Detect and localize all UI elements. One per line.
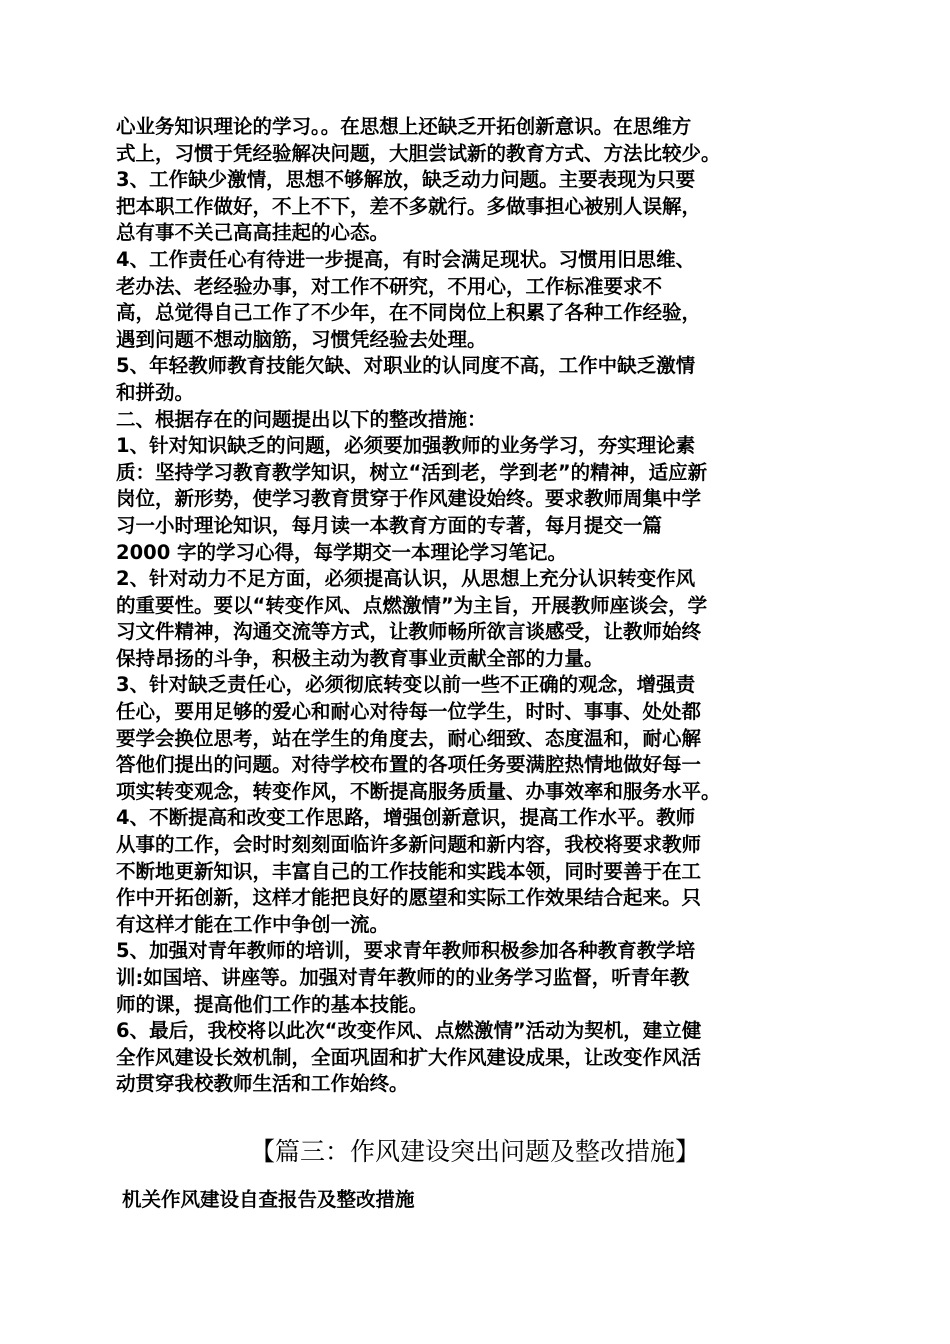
text-line: 岗位，新形势，使学习教育贯穿于作风建设始终。要求教师周集中学: [116, 487, 702, 511]
text-line: 老办法、老经验办事，对工作不研究，不用心，工作标准要求不: [116, 274, 663, 298]
text-line: 师的课，提高他们工作的基本技能。: [116, 992, 429, 1016]
text-line: 的重要性。要以“转变作风、点燃激情”为主旨，开展教师座谈会，学: [116, 593, 708, 617]
text-line: 4、不断提高和改变工作思路，增强创新意识，提高工作水平。教师: [116, 806, 696, 830]
text-line: 总有事不关己高高挂起的心态。: [116, 221, 390, 245]
text-line: 3、工作缺少激情，思想不够解放，缺乏动力问题。主要表现为只要: [116, 168, 696, 192]
text-line: 心业务知识理论的学习。。在思想上还缺乏开拓创新意识。在思维方: [116, 115, 692, 138]
text-line: 3、针对缺乏责任心，必须彻底转变以前一些不正确的观念，增强责: [116, 673, 696, 697]
text-line: 动贯穿我校教师生活和工作始终。: [116, 1072, 409, 1096]
text-line: 4、工作责任心有待进一步提高，有时会满足现状。习惯用旧思维、: [116, 247, 696, 271]
text-line: 从事的工作，会时时刻刻面临许多新问题和新内容，我校将要求教师: [116, 833, 702, 857]
text-line: 有这样才能在工作中争创一流。: [116, 912, 390, 936]
text-line: 5、加强对青年教师的培训，要求青年教师积极参加各种教育教学培: [116, 939, 696, 963]
text-line: 保持昂扬的斗争，积极主动为教育事业贡献全部的力量。: [116, 646, 604, 670]
text-line: 和拼劲。: [116, 380, 195, 404]
text-line: 2、针对动力不足方面，必须提高认识，从思想上充分认识转变作风: [116, 567, 696, 591]
text-line: 任心，要用足够的爱心和耐心对待每一位学生，时时、事事、处处都: [116, 700, 702, 724]
sub-heading: 机关作风建设自查报告及整改措施: [122, 1188, 415, 1211]
text-line: 作中开拓创新，这样才能把良好的愿望和实际工作效果结合起来。只: [116, 886, 702, 910]
text-line: 二、根据存在的问题提出以下的整改措施：: [116, 407, 487, 431]
text-line: 答他们提出的问题。对待学校布置的各项任务要满腔热情地做好每一: [116, 753, 702, 777]
body-text: [116, 114, 848, 1098]
text-line: 全作风建设长效机制，全面巩固和扩大作风建设成果，让改变作风活: [116, 1045, 702, 1069]
text-line: 习一小时理论知识，每月读一本教育方面的专著，每月提交一篇: [116, 513, 663, 537]
text-line: 要学会换位思考，站在学生的角度去，耐心细致、态度温和，耐心解: [116, 726, 702, 750]
section-heading: 【篇三：作风建设突出问题及整改措施】: [249, 1137, 700, 1166]
text-line: 1、针对知识缺乏的问题，必须要加强教师的业务学习，夯实理论素: [116, 434, 696, 458]
text-line: 项实转变观念，转变作风，不断提高服务质量、办事效率和服务水平。: [116, 779, 721, 803]
text-line: 2000 字的学习心得，每学期交一本理论学习笔记。: [116, 540, 568, 564]
text-line: 高，总觉得自己工作了不少年，在不同岗位上积累了各种工作经验，: [116, 301, 702, 325]
text-line: 不断地更新知识，丰富自己的工作技能和实践本领，同时要善于在工: [116, 859, 702, 883]
text-line: 习文件精神，沟通交流等方式，让教师畅所欲言谈感受，让教师始终: [116, 620, 702, 644]
text-line: 6、最后，我校将以此次“改变作风、点燃激情”活动为契机，建立健: [116, 1019, 702, 1043]
text-line: 5、年轻教师教育技能欠缺、对职业的认同度不高，工作中缺乏激情: [116, 354, 696, 378]
text-line: 式上，习惯于凭经验解决问题，大胆尝试新的教育方式、方法比较少。: [116, 141, 721, 165]
text-line: 训:如国培、讲座等。加强对青年教师的的业务学习监督，听青年教: [116, 966, 690, 989]
text-line: 把本职工作做好，不上不下，差不多就行。多做事担心被别人误解，: [116, 194, 702, 218]
text-line: 质：坚持学习教育教学知识，树立“活到老，学到老”的精神，适应新: [116, 460, 708, 484]
text-line: 遇到问题不想动脑筋，习惯凭经验去处理。: [116, 327, 487, 351]
